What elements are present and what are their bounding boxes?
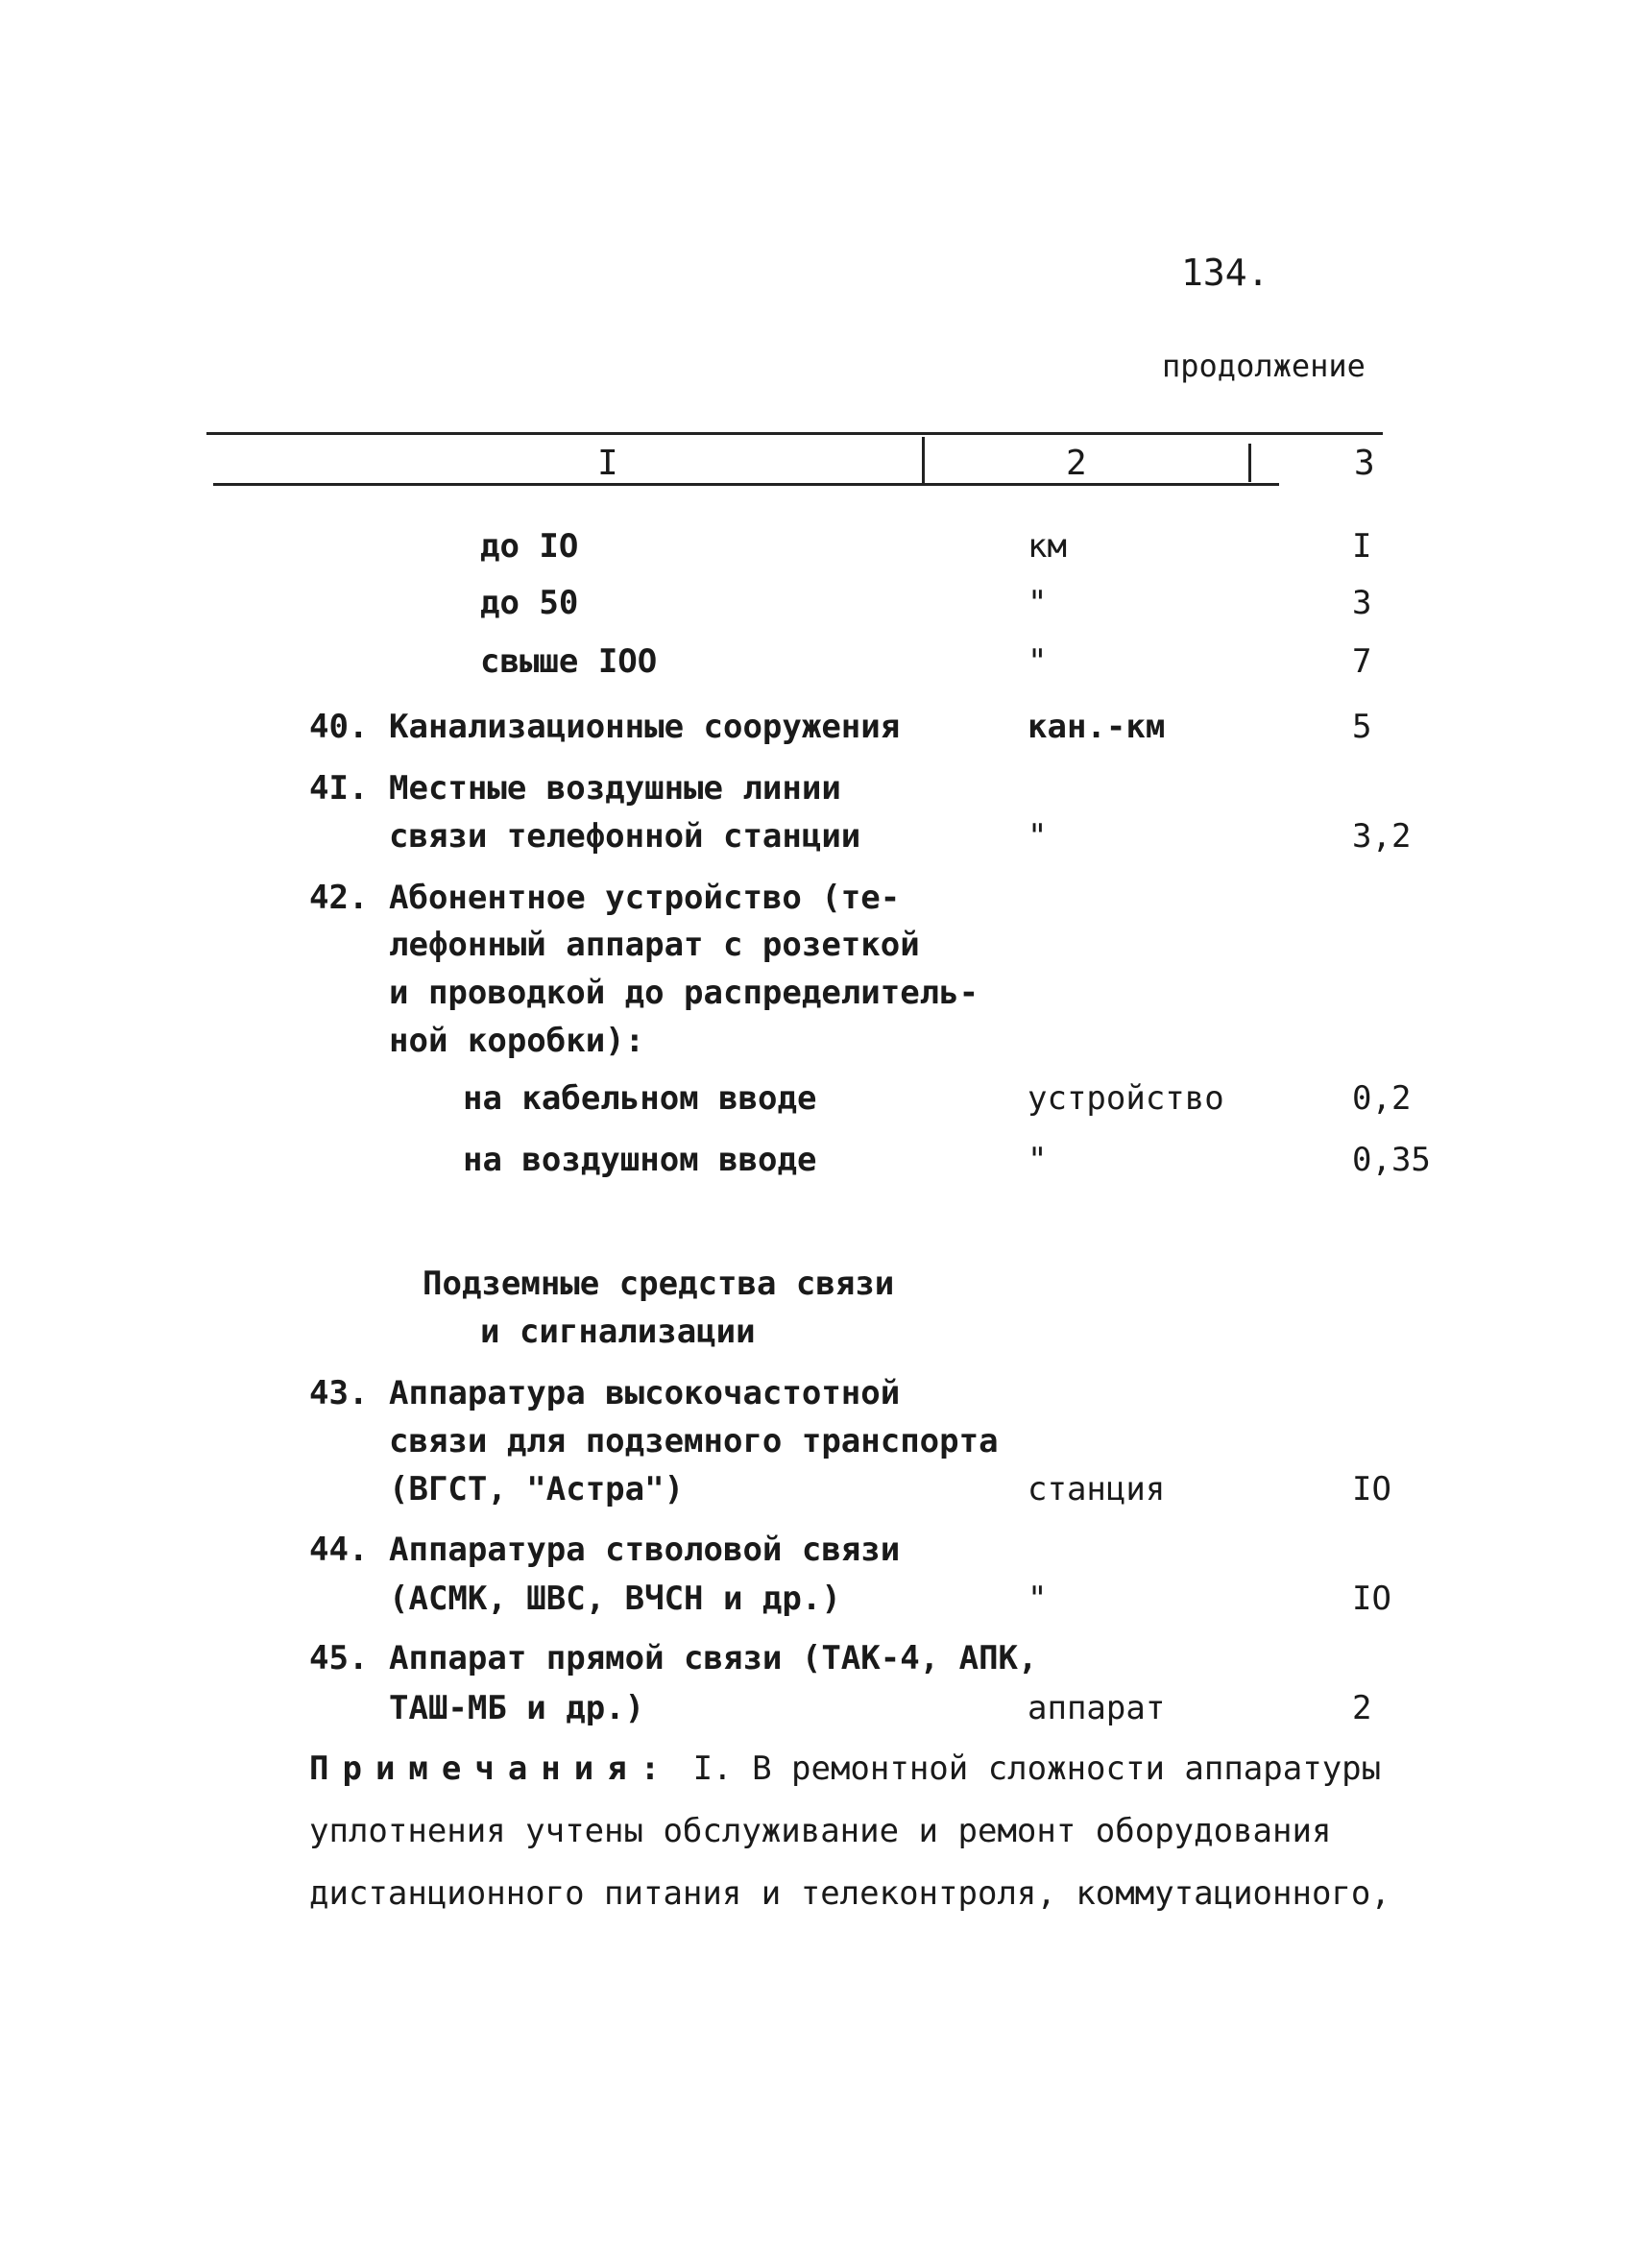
- item-40-value: 5: [1352, 708, 1372, 746]
- notes-line-3: дистанционного питания и телеконтроля, коммутационного,: [309, 1874, 1390, 1913]
- notes-line-2: уплотнения учтены обслуживание и ремонт оборудования: [309, 1812, 1332, 1850]
- row-value-over-100: 7: [1352, 642, 1372, 681]
- item-41-unit: ": [1028, 817, 1048, 856]
- item-42-line-4: ной коробки):: [389, 1022, 645, 1060]
- table-top-rule: [206, 432, 1383, 435]
- item-40-unit: кан.-км: [1028, 708, 1166, 746]
- column-header-1: I: [597, 444, 618, 483]
- notes-line-1: [309, 1746, 1381, 1792]
- row-unit-over-100: ": [1028, 642, 1048, 681]
- item-45-line-1: Аппарат прямой связи (ТАК-4, АПК,: [389, 1639, 1038, 1677]
- item-42-sub-air-unit: ": [1028, 1141, 1048, 1179]
- item-44-number: 44.: [309, 1531, 369, 1569]
- item-42-sub-air-value: 0,35: [1352, 1141, 1431, 1179]
- item-43-line-1: Аппаратура высокочастотной: [389, 1374, 901, 1412]
- item-45-unit: аппарат: [1028, 1689, 1166, 1727]
- continuation-label: продолжение: [1162, 348, 1366, 384]
- item-41-line-2: связи телефонной станции: [389, 817, 861, 856]
- item-42-line-2: лефонный аппарат с розеткой: [389, 926, 920, 964]
- page-number: 134.: [1181, 252, 1269, 294]
- item-43-line-2: связи для подземного транспорта: [389, 1422, 999, 1460]
- column-header-2: 2: [1066, 444, 1087, 483]
- item-42-sub-air-label: на воздушном вводе: [463, 1141, 817, 1179]
- item-41-line-1: Местные воздушные линии: [389, 769, 841, 808]
- item-44-line-2: (АСМК, ШВС, ВЧСН и др.): [389, 1580, 841, 1618]
- column-divider-1: [922, 437, 925, 485]
- notes-text-1: I. В ремонтной сложности аппаратуры: [692, 1749, 1382, 1788]
- column-header-3: 3: [1354, 444, 1375, 483]
- item-42-line-1: Абонентное устройство (те-: [389, 879, 901, 917]
- item-42-line-3: и проводкой до распределитель-: [389, 974, 979, 1012]
- item-44-unit: ": [1028, 1580, 1048, 1618]
- section-heading-line-2: и сигнализации: [480, 1313, 756, 1351]
- item-41-value: 3,2: [1352, 817, 1412, 856]
- item-42-sub-cable-label: на кабельном вводе: [463, 1079, 817, 1118]
- column-divider-2: [1248, 444, 1251, 482]
- item-44-value: IO: [1352, 1580, 1391, 1618]
- section-heading-line-1: Подземные средства связи: [423, 1265, 895, 1303]
- item-43-number: 43.: [309, 1374, 369, 1412]
- row-value-up-to-50: 3: [1352, 584, 1372, 622]
- item-45-number: 45.: [309, 1639, 369, 1677]
- row-unit-up-to-50: ": [1028, 584, 1048, 622]
- notes-label: Примечания:: [309, 1749, 674, 1788]
- item-42-sub-cable-unit: устройство: [1028, 1079, 1224, 1118]
- item-43-line-3: (ВГСТ, "Астра"): [389, 1470, 685, 1508]
- item-45-value: 2: [1352, 1689, 1372, 1727]
- row-unit-up-to-10: км: [1028, 527, 1067, 566]
- table-header-bottom-rule: [213, 483, 1279, 486]
- row-label-up-to-50: до 50: [480, 584, 579, 622]
- item-42-sub-cable-value: 0,2: [1352, 1079, 1412, 1118]
- item-42-number: 42.: [309, 879, 369, 917]
- item-45-line-2: ТАШ-МБ и др.): [389, 1689, 645, 1727]
- item-40-number: 40.: [309, 708, 369, 746]
- item-44-line-1: Аппаратура стволовой связи: [389, 1531, 901, 1569]
- row-label-up-to-10: до IO: [480, 527, 579, 566]
- row-label-over-100: свыше IOO: [480, 642, 658, 681]
- item-40-text: Канализационные сооружения: [389, 708, 901, 746]
- row-value-up-to-10: I: [1352, 527, 1372, 566]
- item-43-unit: станция: [1028, 1470, 1166, 1508]
- item-43-value: IO: [1352, 1470, 1391, 1508]
- item-41-number: 4I.: [309, 769, 369, 808]
